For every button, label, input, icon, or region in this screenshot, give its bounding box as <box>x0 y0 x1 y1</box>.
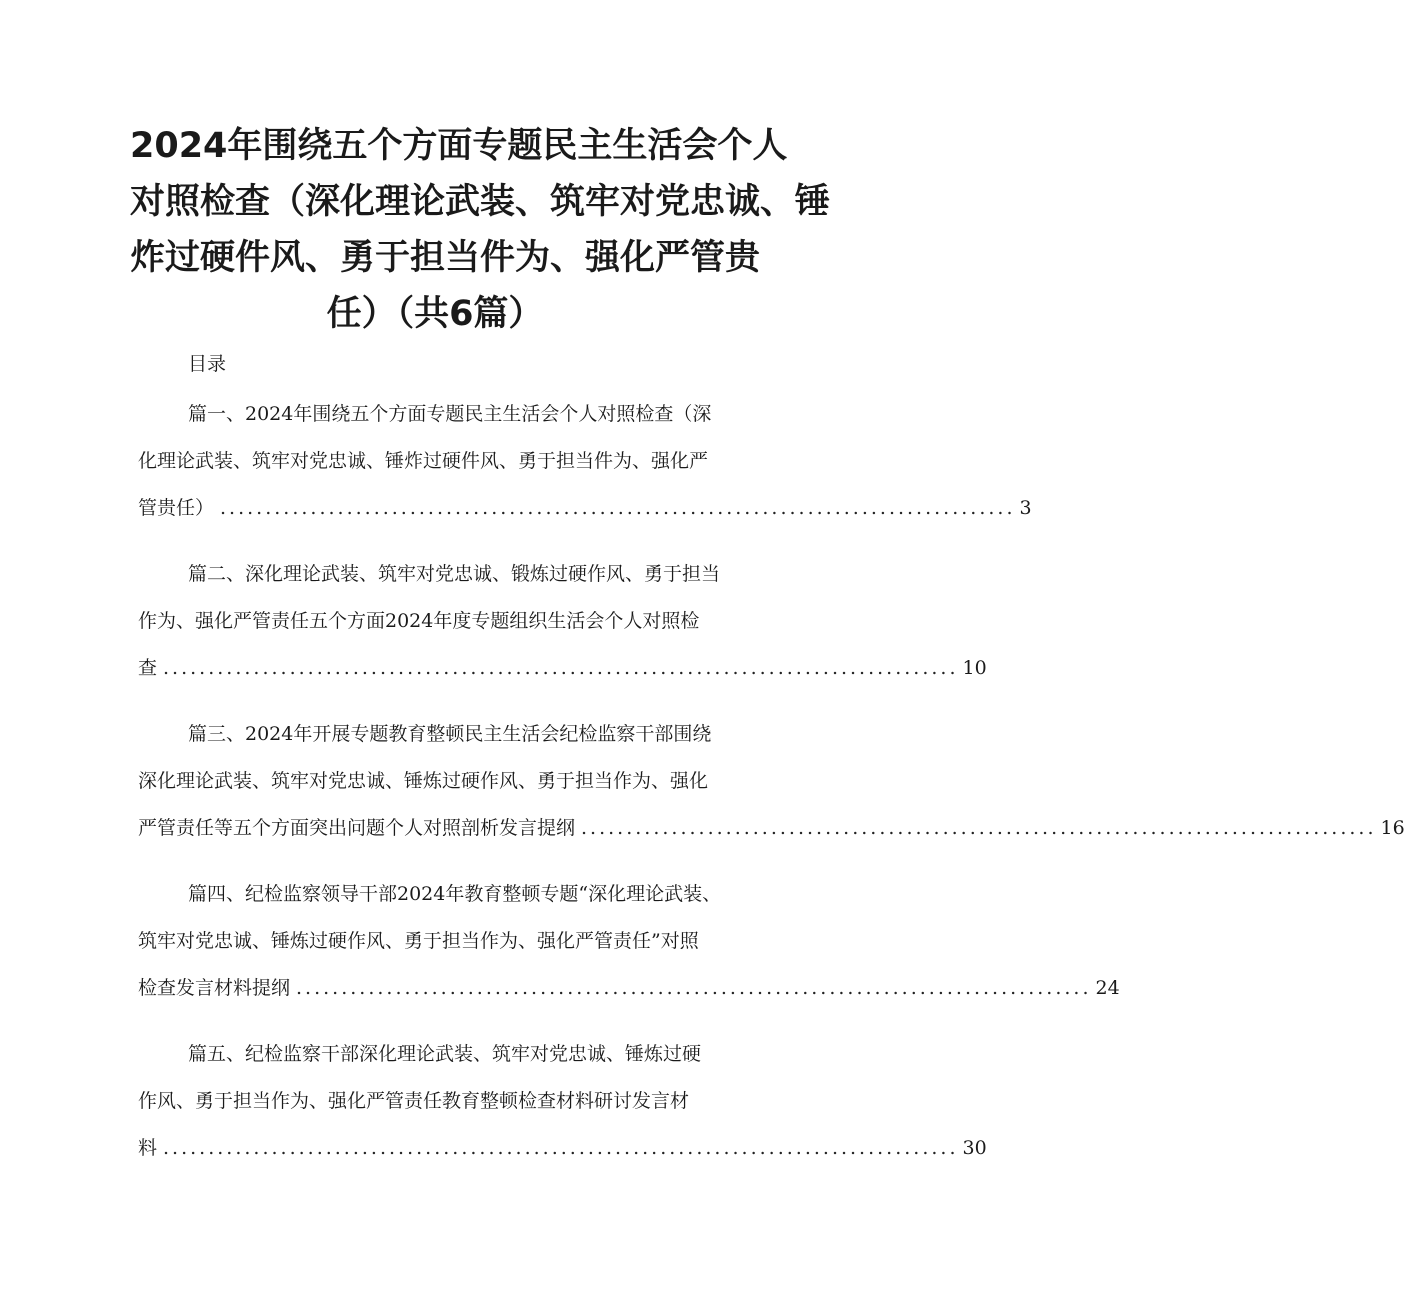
toc-entry-last-line <box>138 645 987 692</box>
dot-leader: ........................................................................................ <box>296 977 1092 999</box>
toc-page-number: 10 <box>962 657 987 679</box>
toc-entry-text-line: 深化理论武装、筑牢对党忠诚、锤炼过硬作风、勇于担当作为、强化 <box>138 770 709 792</box>
toc-entry-text-line: 篇四、纪检监察领导干部2024年教育整顿专题“深化理论武装、 <box>188 883 722 905</box>
document-title <box>130 118 831 342</box>
toc-entry-text-line: 筑牢对党忠诚、锤炼过硬作风、勇于担当作为、强化严管责任”对照 <box>138 930 699 952</box>
title-line-3: 炸过硬件风、勇于担当件为、强化严管贵 <box>130 238 761 278</box>
toc-entry-5[interactable] <box>138 1031 987 1172</box>
toc-entry-text-line: 查 <box>138 657 158 679</box>
toc-page-number: 3 <box>1019 497 1032 519</box>
toc-entry-last-line <box>138 805 1405 852</box>
dot-leader: ........................................................................................ <box>163 657 959 679</box>
toc-entry-last-line <box>138 965 1120 1012</box>
toc-entry-text-line: 严管责任等五个方面突出问题个人对照剖析发言提纲 <box>138 817 576 839</box>
dot-leader: ........................................................................................ <box>220 497 1016 519</box>
toc-entry-text-line: 篇一、2024年围绕五个方面专题民主生活会个人对照检查（深 <box>188 403 712 425</box>
dot-leader: ........................................................................................ <box>581 817 1377 839</box>
title-line-2: 对照检查（深化理论武装、筑牢对党忠诚、锤 <box>130 182 831 222</box>
toc-entry-text-line: 料 <box>138 1137 158 1159</box>
toc-heading: 目录 <box>188 353 227 375</box>
toc-entry-text-line: 检查发言材料提纲 <box>138 977 291 999</box>
title-line-1: 2024年围绕五个方面专题民主生活会个人 <box>130 126 788 166</box>
toc-entry-last-line <box>138 1125 987 1172</box>
toc-page-number: 16 <box>1380 817 1405 839</box>
toc-entry-text-line: 作风、勇于担当作为、强化严管责任教育整顿检查材料研讨发言材 <box>138 1090 690 1112</box>
toc-entry-4[interactable] <box>138 871 1120 1012</box>
toc-entry-1[interactable] <box>138 391 1032 532</box>
toc-page-number: 30 <box>962 1137 987 1159</box>
toc-entry-text-line: 作为、强化严管责任五个方面2024年度专题组织生活会个人对照检 <box>138 610 700 632</box>
dot-leader: ........................................................................................ <box>163 1137 959 1159</box>
toc-entry-text-line: 管贵任） <box>138 497 215 519</box>
title-line-4: 任）（共6篇） <box>326 294 544 334</box>
toc-entry-3[interactable] <box>138 711 1405 852</box>
toc-entry-last-line <box>138 485 1032 532</box>
table-of-contents <box>138 391 1405 1191</box>
toc-entry-text-line: 篇二、深化理论武装、筑牢对党忠诚、锻炼过硬作风、勇于担当 <box>188 563 721 585</box>
toc-entry-2[interactable] <box>138 551 987 692</box>
toc-page-number: 24 <box>1095 977 1120 999</box>
toc-entry-text-line: 篇三、2024年开展专题教育整顿民主生活会纪检监察干部围绕 <box>188 723 712 745</box>
toc-entry-text-line: 化理论武装、筑牢对党忠诚、锤炸过硬件风、勇于担当件为、强化严 <box>138 450 709 472</box>
toc-entry-text-line: 篇五、纪检监察干部深化理论武装、筑牢对党忠诚、锤炼过硬 <box>188 1043 702 1065</box>
